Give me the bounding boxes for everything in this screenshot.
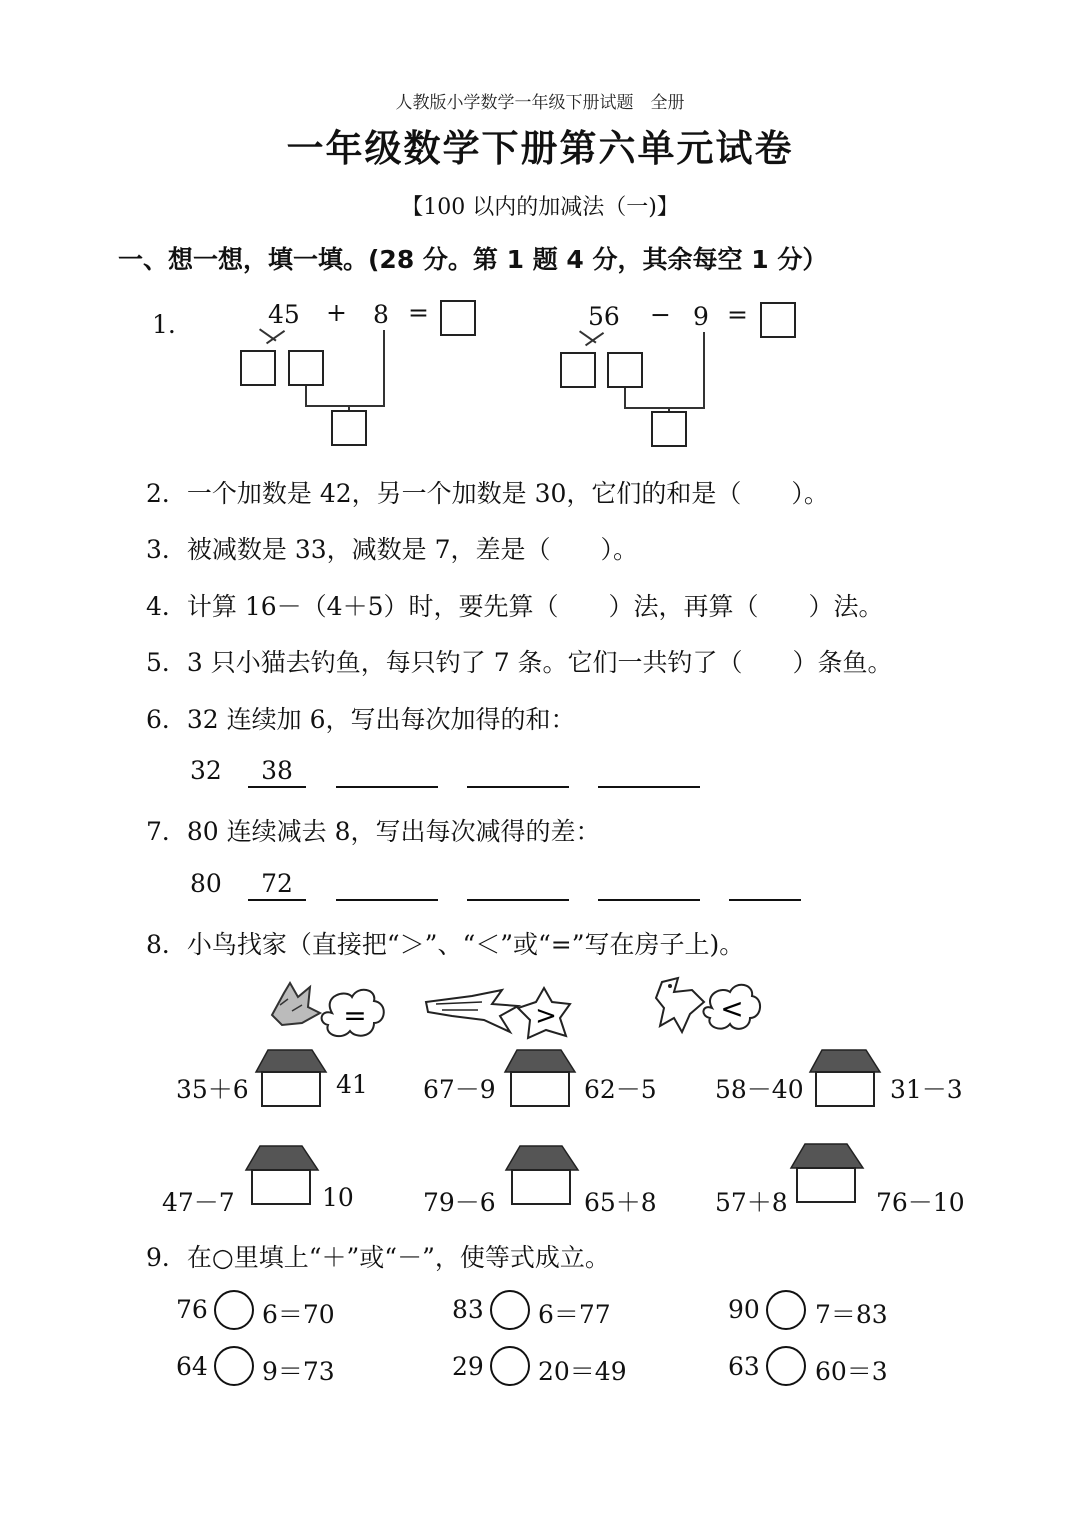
house-6-right-expr: 76－10 — [876, 1188, 965, 1217]
house-3-right-expr: 31－3 — [890, 1075, 963, 1104]
q1-label: 1. — [152, 310, 176, 339]
q6-blank-4[interactable] — [598, 756, 700, 788]
bird-sign-less: < — [720, 992, 744, 1025]
q1-right-op: − — [650, 300, 671, 329]
q9-r2-circle-3[interactable] — [766, 1346, 806, 1386]
q1-right-b: 9 — [693, 302, 709, 331]
house-2-right-expr: 62－5 — [584, 1075, 657, 1104]
question-6: 6．32 连续加 6，写出每次加得的和： — [146, 705, 576, 734]
bird-with-equal-sign — [262, 975, 392, 1047]
page-subtitle: 【100 以内的加减法（一)】 — [401, 195, 679, 220]
bird-with-greater-sign — [422, 982, 582, 1046]
q1-right-connector — [624, 407, 705, 409]
q9-r2-a3: 63 — [728, 1352, 760, 1381]
house-1-right-expr: 41 — [336, 1070, 368, 1099]
q9-r1-rest3: 7＝83 — [815, 1300, 888, 1329]
q9-r1-circle-3[interactable] — [766, 1290, 806, 1330]
house-5-left-expr: 79－6 — [423, 1188, 496, 1217]
q1-left-a: 45 — [268, 300, 300, 329]
question-9: 9．在○里填上“＋”或“－”，使等式成立。 — [146, 1243, 610, 1272]
bird-with-less-sign — [652, 974, 764, 1046]
q9-r1-rest1: 6＝70 — [262, 1300, 335, 1329]
q1-left-split-box[interactable] — [288, 350, 324, 386]
question-5: 5．3 只小猫去钓鱼，每只钓了 7 条。它们一共钓了（ ）条鱼。 — [146, 648, 893, 677]
q9-r2-a1: 64 — [176, 1352, 208, 1381]
house-answer-1[interactable] — [254, 1048, 328, 1108]
q1-right-a: 56 — [588, 302, 620, 331]
house-answer-3[interactable] — [808, 1048, 882, 1108]
house-answer-5[interactable] — [504, 1144, 580, 1206]
q7-blank-3[interactable] — [467, 869, 569, 901]
section-heading: 一、想一想，填一填。(28 分。第 1 题 4 分，其余每空 1 分） — [118, 245, 828, 274]
q6-start-value: 32 — [190, 756, 222, 785]
q1-left-op: + — [326, 298, 347, 327]
house-4-right-expr: 10 — [322, 1183, 354, 1212]
q1-left-connector — [305, 405, 385, 407]
question-4: 4．计算 16－（4＋5）时，要先算（ ）法，再算（ ）法。 — [146, 592, 884, 621]
bird-icon — [656, 978, 704, 1032]
page-title: 一年级数学下册第六单元试卷 — [286, 127, 794, 170]
house-6-left-expr: 57＋8 — [715, 1188, 788, 1217]
q1-right-connector — [703, 332, 705, 408]
house-answer-2[interactable] — [503, 1048, 577, 1108]
house-5-right-expr: 65＋8 — [584, 1188, 657, 1217]
bird-icon — [272, 983, 320, 1025]
q1-left-b: 8 — [373, 300, 389, 329]
q9-r2-rest2: 20＝49 — [538, 1357, 627, 1386]
q1-left-connector — [305, 386, 307, 406]
house-answer-6[interactable] — [789, 1142, 865, 1204]
q6-blank-2[interactable] — [336, 756, 438, 788]
q9-r1-circle-2[interactable] — [490, 1290, 530, 1330]
house-4-left-expr: 47－7 — [162, 1188, 235, 1217]
q1-left-connector — [383, 330, 385, 406]
q1-right-answer-box[interactable] — [760, 302, 796, 338]
q6-blank-3[interactable] — [467, 756, 569, 788]
document-header: 人教版小学数学一年级下册试题 全册 — [395, 93, 685, 113]
question-7: 7．80 连续减去 8，写出每次减得的差： — [146, 817, 601, 846]
q9-r2-rest1: 9＝73 — [262, 1357, 335, 1386]
q9-r1-rest2: 6＝77 — [538, 1300, 611, 1329]
q1-right-sum-box[interactable] — [651, 411, 687, 447]
q7-blank-5[interactable] — [729, 869, 801, 901]
q9-r1-a1: 76 — [176, 1295, 208, 1324]
q9-r1-circle-1[interactable] — [214, 1290, 254, 1330]
house-answer-4[interactable] — [244, 1144, 320, 1206]
q1-right-connector — [624, 388, 626, 408]
bird-icon — [426, 990, 518, 1032]
q1-left-split-box[interactable] — [240, 350, 276, 386]
house-3-left-expr: 58－40 — [715, 1075, 804, 1104]
house-1-left-expr: 35＋6 — [176, 1075, 249, 1104]
question-3: 3．被减数是 33，减数是 7，差是（ ）。 — [146, 535, 639, 564]
q1-right-split-box[interactable] — [560, 352, 596, 388]
q9-r1-a2: 83 — [452, 1295, 484, 1324]
q6-first-value: 38 — [261, 756, 293, 785]
q7-first-value: 72 — [261, 869, 293, 898]
q9-r2-rest3: 60＝3 — [815, 1357, 888, 1386]
house-2-left-expr: 67－9 — [423, 1075, 496, 1104]
q7-start-value: 80 — [190, 869, 222, 898]
question-8: 8．小鸟找家（直接把“＞”、“＜”或“=”写在房子上)。 — [146, 930, 745, 959]
q7-blank-2[interactable] — [336, 869, 438, 901]
q1-right-split-box[interactable] — [607, 352, 643, 388]
bird-sign-greater: > — [535, 1001, 557, 1031]
bird-sign-equal: = — [343, 999, 367, 1032]
q9-r2-circle-1[interactable] — [214, 1346, 254, 1386]
q1-left-sum-box[interactable] — [331, 410, 367, 446]
question-2: 2．一个加数是 42，另一个加数是 30，它们的和是（ ）。 — [146, 479, 829, 508]
q1-right-eq: = — [727, 300, 748, 329]
q1-left-answer-box[interactable] — [440, 300, 476, 336]
q1-left-eq: = — [408, 298, 429, 327]
q1-right-branch-line — [585, 332, 604, 346]
q7-blank-4[interactable] — [598, 869, 700, 901]
q9-r1-a3: 90 — [728, 1295, 760, 1324]
q9-r2-circle-2[interactable] — [490, 1346, 530, 1386]
q9-r2-a2: 29 — [452, 1352, 484, 1381]
